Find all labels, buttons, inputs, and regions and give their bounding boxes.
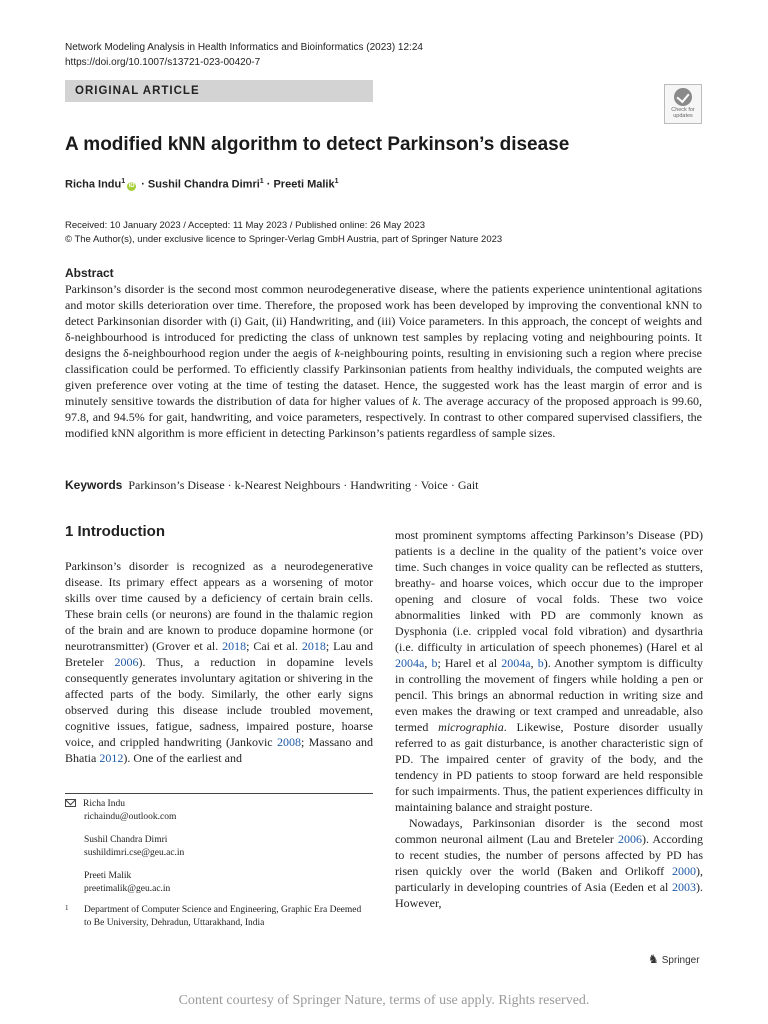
citation-link[interactable]: 2004a <box>395 656 425 670</box>
abstract-var-k: k <box>334 346 340 360</box>
body-paragraph <box>395 527 703 815</box>
text-run: ; Harel et al <box>437 656 502 670</box>
emphasis-term: micrographia <box>438 720 504 734</box>
contact-email[interactable]: preetimalik@geu.ac.in <box>84 884 171 894</box>
text-run: most prominent symptoms affecting Parkinson’s Disease (PD) patients is a decline in the quality of the patient’s voice over time. Such changes in voice quality can be reflected as stutters, breathy- and hoarse voices, which occur due to the improper opening and closure of vocal folds. These two voice abnormalities linked with PD are commonly known as Dysphonia (i.e. crippled vocal fold vibration) and dysarthria (i.e. difficulty in articulation of speech phonemes) (Harel et al <box>395 528 703 654</box>
envelope-icon <box>65 799 76 807</box>
citation-link[interactable]: 2000 <box>672 864 696 878</box>
citation-link[interactable]: 2012 <box>99 751 124 765</box>
horse-icon: ♞ <box>648 952 659 966</box>
citation-link[interactable]: 2006 <box>617 832 642 846</box>
contact-entry <box>84 870 373 896</box>
orcid-icon[interactable]: iD <box>128 182 135 189</box>
abstract-part: Parkinson’s disorder is the second most common neurodegenerative disease, where the patients experience unintentional agitations and motor skills deterioration over time. Therefore, the proposed work has been developed by improving the conventional kNN to detect Parkinsonian disorder with (i) Gait, (ii) Handwriting, and (iii) Voice parameters. In this approach, the concept of weights and δ-neighbourhood is introduced for predicting the class of unknown test samples by replacing voting and neighbouring points. It designs the δ-neighbourhood region under the aegis of <box>65 282 702 360</box>
contact-name: Preeti Malik <box>84 871 132 881</box>
abstract-part: . The average accuracy of the proposed approach is 99.60, 97.8, and 94.5% for gait, handwriting, and voice parameters, respectively. In contrast to other compared supervised classifiers, the modified kNN algorithm is more efficient in detecting Parkinson’s patients regardless of sample sizes. <box>65 394 702 440</box>
citation-link[interactable]: 2018 <box>301 639 326 653</box>
text-run: ; Massano and Bhatia <box>65 735 373 765</box>
journal-citation: Network Modeling Analysis in Health Informatics and Bioinformatics (2023) 12:24 <box>65 42 423 53</box>
author-name[interactable]: Sushil Chandra Dimri <box>147 178 260 191</box>
text-run: , <box>530 656 538 670</box>
text-run: Parkinson’s disorder is recognized as a neurodegenerative disease. Its primary effect appears as a worsening of motor skills over time caused by a deficiency of certain brain cells. These brain cells (or neurons) are found in the thalamic region of the brain and are known to produce dopamine hormone (or neurotransmitter) (Grover et al. <box>65 559 373 653</box>
text-run: ). Another symptom is difficulty in controlling the movement of fingers while holding a pen or pencil. This brings an abnormal reduction in writing size and even makes the drawing or text cramped and unreadable, also termed <box>395 656 703 734</box>
author-name[interactable]: Preeti Malik <box>273 178 335 191</box>
text-run: . Likewise, Posture disorder usually referred to as gait disturbance, is another characteristic sign of PD. The impaired center of gravity of the body, and the tendency in PD patients to stoop forward are held responsible for such impairments. Thus, the patient experiences difficulty in maintaining balance and straight posture. <box>395 720 703 814</box>
doi-link[interactable]: https://doi.org/10.1007/s13721-023-00420-7 <box>65 57 261 68</box>
keywords-heading: Keywords <box>65 478 123 492</box>
author-name[interactable]: Richa Indu <box>65 178 122 191</box>
footnote-divider <box>65 793 373 794</box>
check-updates-label-1: Check for <box>671 107 695 113</box>
affiliation-text: Department of Computer Science and Engineering, Graphic Era Deemed to Be University, Dehradun, Uttarakhand, India <box>84 905 362 928</box>
affiliation-footnote <box>65 904 365 930</box>
text-run: , <box>424 656 432 670</box>
contact-email[interactable]: richaindu@outlook.com <box>84 812 177 822</box>
text-run: ). According to recent studies, the number of persons affected by PD has risen quickly over the world (Baken and Orlikoff <box>395 832 703 878</box>
check-updates-label-2: updates <box>673 113 693 119</box>
text-run: ). Thus, a reduction in dopamine levels consequently generates involuntary agitation or shivering in the affected parts of the body. Similarly, the other early signs observed during this disease include troubled movement, cognitive issues, fatigue, sadness, impaired posture, hoarse voice, and crippled handwriting (Jankovic <box>65 655 373 749</box>
author-separator: · <box>138 178 148 191</box>
citation-link[interactable]: 2006 <box>114 655 139 669</box>
body-paragraph <box>395 815 703 911</box>
text-run: ). One of the earliest and <box>123 751 242 765</box>
abstract-heading: Abstract <box>65 266 114 280</box>
affiliation-marker: 1 <box>121 178 126 185</box>
courtesy-footer: Content courtesy of Springer Nature, terms of use apply. Rights reserved. <box>178 993 590 1008</box>
copyright-line: © The Author(s), under exclusive licence to Springer-Verlag GmbH Austria, part of Springer Nature 2023 <box>65 234 503 245</box>
check-for-updates-badge[interactable] <box>664 84 702 124</box>
citation-link[interactable]: 2018 <box>222 639 247 653</box>
publisher-name: Springer <box>661 955 700 966</box>
springer-logo[interactable] <box>648 952 700 966</box>
contact-name: Sushil Chandra Dimri <box>84 835 168 845</box>
citation-link[interactable]: b <box>537 656 544 670</box>
body-column-right <box>395 527 703 911</box>
keywords-list: Parkinson’s Disease · k-Nearest Neighbours · Handwriting · Voice · Gait <box>128 478 479 492</box>
body-paragraph <box>65 558 373 766</box>
text-run: ; Cai et al. <box>246 639 302 653</box>
contact-name: Richa Indu <box>83 799 125 809</box>
dates-line: Received: 10 January 2023 / Accepted: 11 May 2023 / Published online: 26 May 2023 <box>65 220 426 231</box>
affiliation-marker: 1 <box>334 178 339 185</box>
text-run: ), particularly in developing countries of Asia (Eeden et al <box>395 864 703 894</box>
abstract-text <box>65 281 702 441</box>
contact-entry <box>84 834 373 860</box>
citation-link[interactable]: 2008 <box>276 735 301 749</box>
article-type-banner: ORIGINAL ARTICLE <box>65 80 373 102</box>
article-title: A modified kNN algorithm to detect Parkinson’s disease <box>65 134 570 155</box>
keywords <box>65 478 479 493</box>
text-run: Nowadays, Parkinsonian disorder is the second most common neuronal ailment (Lau and Breteler <box>395 816 703 846</box>
citation-link[interactable]: 2004a <box>501 656 531 670</box>
body-column-left <box>65 558 373 766</box>
affiliation-number: 1 <box>65 904 69 912</box>
text-run: ). However, <box>395 880 703 910</box>
text-run: ; Lau and Breteler <box>65 639 373 669</box>
contact-email[interactable]: sushildimri.cse@geu.ac.in <box>84 848 185 858</box>
citation-link[interactable]: 2003 <box>672 880 696 894</box>
abstract-var-k: k <box>412 394 418 408</box>
abstract-part: -neighbouring points, resulting in envisioning such a region where precise classification could be performed. To efficiently classify Parkinsonian patients from healthy individuals, the computed weights are given preference over voting at the time of testing the dataset. Hence, the suggested work has the least margin of error and is minutely sensitive towards the distribution of data for higher values of <box>65 346 703 408</box>
author-separator: · <box>263 178 274 191</box>
contact-entry <box>65 798 373 824</box>
author-list <box>65 178 339 191</box>
journal-header <box>65 40 423 70</box>
check-updates-icon <box>674 88 692 106</box>
publication-dates <box>65 219 502 247</box>
citation-link[interactable]: b <box>431 656 438 670</box>
section-heading: 1 Introduction <box>65 523 165 540</box>
affiliation-marker: 1 <box>259 178 264 185</box>
author-contacts <box>65 798 373 896</box>
